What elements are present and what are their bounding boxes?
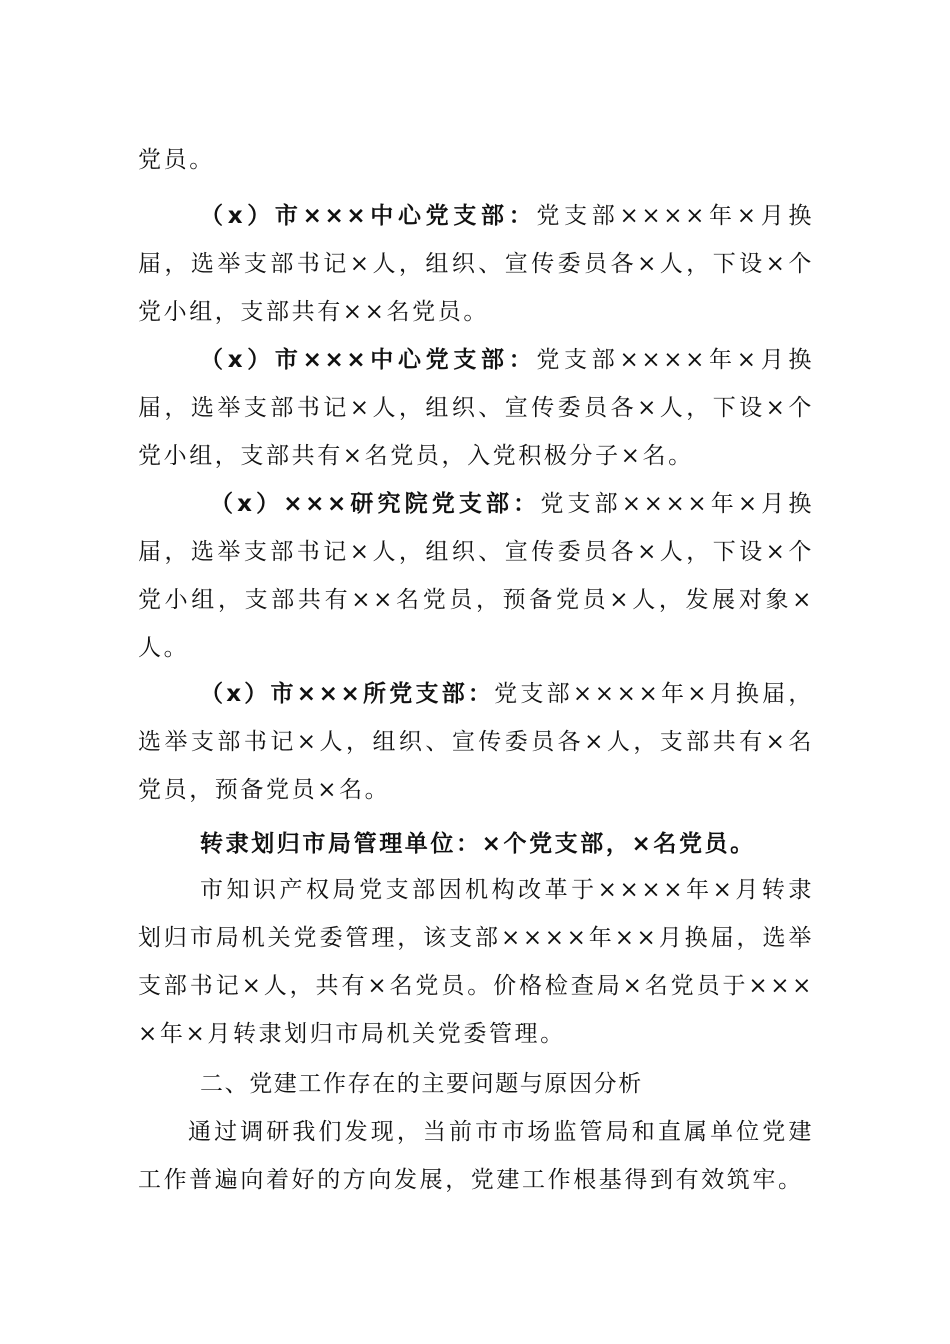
paragraph-branch-4: [138, 670, 814, 814]
paragraph-transfer-summary: [138, 820, 814, 868]
paragraph-text: 党员。: [138, 147, 215, 173]
paragraph-transfer-detail: [138, 866, 814, 1058]
paragraph-text: 党支部××××年×月换届，选举支部书记×人，组织、宣传委员各×人，下设×个党小组，支部共有××名党员。: [138, 203, 814, 325]
paragraph-branch-3: [138, 480, 814, 672]
paragraph-findings: [138, 1108, 814, 1204]
paragraph-text: 通过调研我们发现，当前市市场监管局和直属单位党建工作普遍向着好的方向发展，党建工作根基得到有效筑牢。: [138, 1119, 814, 1193]
branch-name: （x）市×××所党支部：: [200, 681, 495, 707]
paragraph-text: 党支部××××年×月换届，选举支部书记×人，组织、宣传委员各×人，支部共有×名党员，预备党员×名。: [138, 681, 814, 803]
branch-name: （x）×××研究院党支部：: [210, 491, 541, 517]
transfer-summary: 转隶划归市局管理单位：×个党支部，×名党员。: [200, 831, 756, 857]
paragraph-text: 市知识产权局党支部因机构改革于××××年×月转隶划归市局机关党委管理，该支部××××年××月换届，选举支部书记×人，共有×名党员。价格检查局×名党员于××××年×月转隶划归市局机关党委管理。: [138, 877, 814, 1047]
paragraph-branch-1: [138, 192, 814, 336]
paragraph-continuation: [138, 136, 814, 184]
paragraph-branch-2: [138, 336, 814, 480]
branch-name: （x）市×××中心党支部：: [200, 203, 537, 229]
paragraph-text: 党支部××××年×月换届，选举支部书记×人，组织、宣传委员各×人，下设×个党小组，支部共有×名党员，入党积极分子×名。: [138, 347, 814, 469]
paragraph-text: 党支部××××年×月换届，选举支部书记×人，组织、宣传委员各×人，下设×个党小组，支部共有××名党员，预备党员×人，发展对象×人。: [138, 491, 814, 661]
branch-name: （x）市×××中心党支部：: [200, 347, 537, 373]
section-heading: [138, 1060, 814, 1108]
heading-text: 二、党建工作存在的主要问题与原因分析: [200, 1071, 643, 1097]
